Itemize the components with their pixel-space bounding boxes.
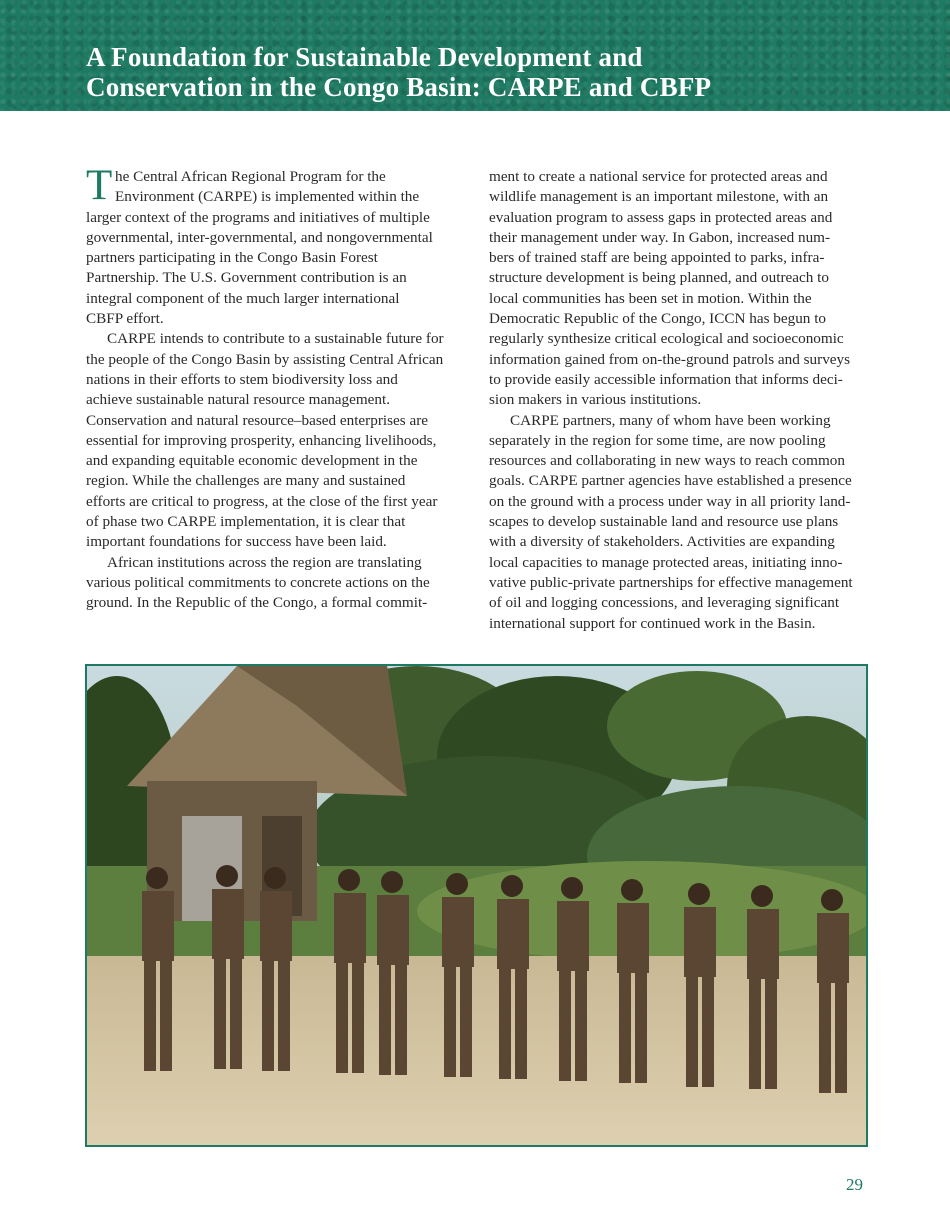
text-line: local communities has been set in motion. Within the bbox=[489, 289, 812, 307]
text-line: local capacities to manage protected areas, initiating inno- bbox=[489, 553, 843, 571]
text-line: CBFP effort. bbox=[86, 310, 164, 328]
text-line: Environment (CARPE) is implemented within the bbox=[115, 188, 420, 206]
text-line: nations in their efforts to stem biodiversity loss and bbox=[86, 370, 398, 388]
title-line-2: Conservation in the Congo Basin: CARPE and CBFP bbox=[86, 72, 712, 102]
text-line: with a diversity of stakeholders. Activities are expanding bbox=[489, 533, 835, 551]
text-line: ment to create a national service for protected areas and bbox=[489, 168, 828, 185]
page-title bbox=[86, 42, 711, 102]
text-line: essential for improving prosperity, enhancing livelihoods, bbox=[86, 431, 437, 449]
ranger-photo bbox=[85, 664, 868, 1147]
text-line: partners participating in the Congo Basin Forest bbox=[86, 249, 378, 267]
text-line: achieve sustainable natural resource management. bbox=[86, 391, 391, 409]
ranger-photo-illustration bbox=[87, 666, 866, 1145]
text-line: scapes to develop sustainable land and resource use plans bbox=[489, 513, 839, 531]
text-line: Democratic Republic of the Congo, ICCN has begun to bbox=[489, 310, 827, 328]
text-line: the people of the Congo Basin by assisting Central African bbox=[86, 350, 444, 368]
text-line: bers of trained staff are being appointed to parks, infra- bbox=[489, 249, 825, 267]
text-line: to provide easily accessible information that informs deci- bbox=[489, 370, 843, 388]
text-line: of oil and logging concessions, and leveraging significant bbox=[489, 594, 840, 612]
text-line: resources and collaborating in new ways to reach common bbox=[489, 452, 845, 470]
text-line: evaluation program to assess gaps in protected areas and bbox=[489, 208, 833, 226]
text-line: Partnership. The U.S. Government contribution is an bbox=[86, 269, 407, 287]
text-line: governmental, inter-governmental, and nongovernmental bbox=[86, 228, 433, 246]
text-line: separately in the region for some time, are now pooling bbox=[489, 431, 826, 449]
dropcap: T bbox=[86, 162, 113, 209]
header-band bbox=[0, 0, 950, 111]
text-line: sion makers in various institutions. bbox=[489, 391, 702, 409]
text-line: wildlife management is an important milestone, with an bbox=[489, 188, 829, 206]
text-line: vative public-private partnerships for effective management bbox=[489, 573, 853, 591]
text-line: information gained from on-the-ground patrols and surveys bbox=[489, 350, 851, 368]
text-line: important foundations for success have been laid. bbox=[86, 533, 387, 551]
text-line: of phase two CARPE implementation, it is clear that bbox=[86, 513, 406, 531]
text-line: and expanding equitable economic development in the bbox=[86, 452, 418, 470]
text-line: larger context of the programs and initiatives of multiple bbox=[86, 208, 430, 226]
text-line: region. While the challenges are many and sustained bbox=[86, 472, 406, 490]
text-line: structure development is being planned, and outreach to bbox=[489, 269, 829, 287]
text-line-content: he Central African Regional Program for the bbox=[115, 168, 386, 185]
text-line: their management under way. In Gabon, increased num- bbox=[489, 228, 831, 246]
text-line: CARPE partners, many of whom have been working bbox=[510, 411, 831, 429]
text-line: CARPE intends to contribute to a sustainable future for bbox=[107, 330, 444, 348]
page-number: 29 bbox=[846, 1175, 863, 1194]
text-line: ground. In the Republic of the Congo, a formal commit- bbox=[86, 594, 428, 612]
text-line: various political commitments to concrete actions on the bbox=[86, 573, 430, 591]
text-line: regularly synthesize critical ecological and socioeconomic bbox=[489, 330, 844, 348]
title-line-1: A Foundation for Sustainable Development and bbox=[86, 42, 643, 72]
text-line: African institutions across the region are translating bbox=[107, 553, 422, 571]
text-line: goals. CARPE partner agencies have established a presence bbox=[489, 472, 852, 490]
text-line: Conservation and natural resource–based enterprises are bbox=[86, 411, 429, 429]
text-line: efforts are critical to progress, at the close of the first year bbox=[86, 492, 438, 510]
text-line: international support for continued work in the Basin. bbox=[489, 614, 816, 632]
text-line: on the ground with a process under way in all priority land- bbox=[489, 492, 851, 510]
text-line: integral component of the much larger international bbox=[86, 289, 400, 307]
left-column bbox=[86, 162, 466, 614]
right-column bbox=[489, 167, 869, 634]
